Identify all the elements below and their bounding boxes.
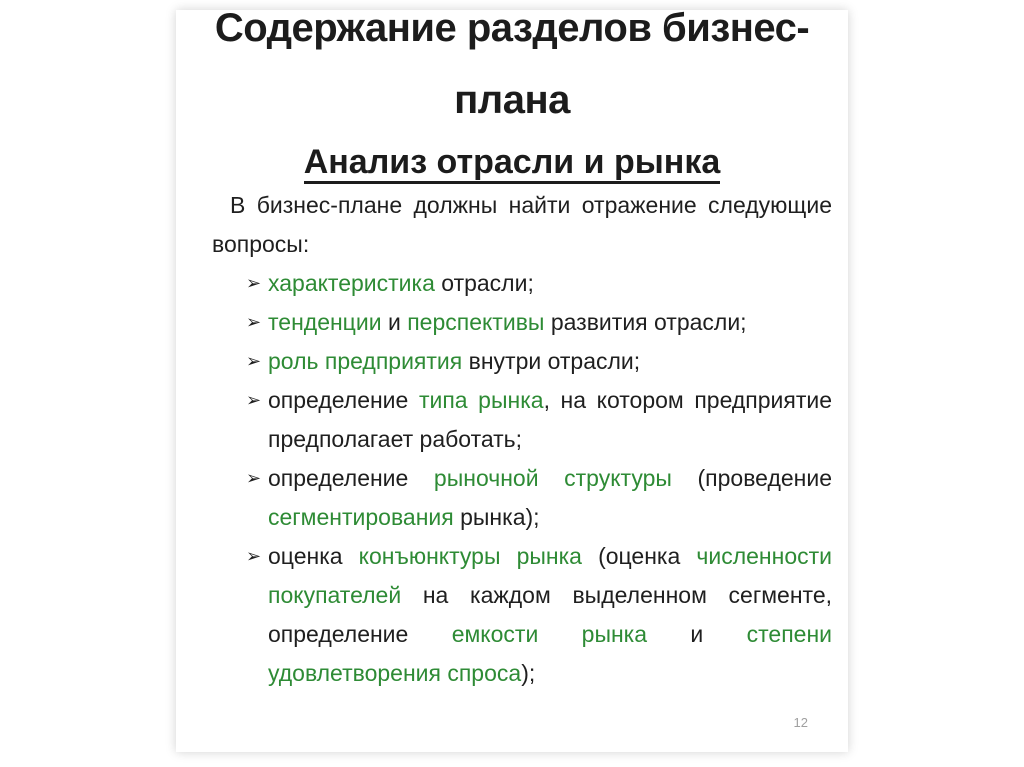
bullet-item (212, 459, 832, 537)
bullet-text (268, 303, 832, 342)
highlight-term: численности покупателей (268, 543, 833, 608)
bullet-text-segment: (проведение (671, 465, 832, 491)
highlight-term: характеристика (268, 270, 435, 296)
slide (176, 10, 848, 752)
bullet-text-segment: и (647, 621, 747, 647)
highlight-term: конъюнктуры рынка (358, 543, 582, 569)
bullet-text (268, 342, 832, 381)
bullet-text-segment: и (381, 309, 408, 335)
arrow-bullet-icon: ➢ (246, 351, 262, 371)
bullet-text (268, 381, 832, 459)
intro-paragraph: В бизнес-плане должны найти отражение следующие вопросы: (212, 192, 832, 257)
arrow-bullet-icon: ➢ (246, 468, 262, 488)
bullet-text-segment: развития отрасли; (544, 309, 747, 335)
highlight-term: сегментирования (268, 504, 454, 530)
bullet-item (212, 537, 832, 693)
bullet-item (212, 303, 832, 342)
bullet-text (268, 537, 832, 693)
highlight-term: перспективы (407, 309, 545, 335)
slide-title-line-2: плана (454, 78, 570, 122)
bullet-item (212, 381, 832, 459)
slide-body (212, 186, 832, 693)
bullet-text-segment: рынка); (453, 504, 540, 530)
highlight-term: типа рынка (418, 387, 544, 413)
bullet-text-segment: ); (521, 660, 536, 686)
slide-number: 12 (793, 715, 808, 730)
slide-subtitle (176, 138, 848, 186)
bullet-text-segment: (оценка (581, 543, 697, 569)
arrow-bullet-icon: ➢ (246, 312, 262, 332)
arrow-bullet-icon: ➢ (246, 546, 262, 566)
arrow-bullet-icon: ➢ (246, 390, 262, 410)
bullet-text-segment: определение (268, 387, 419, 413)
highlight-term: рыночной структуры (433, 465, 672, 491)
bullet-text-segment: , на котором предприятие предполагает работать; (268, 387, 832, 452)
subtitle-text: Анализ отрасли и рынка (304, 143, 721, 184)
bullet-text-segment: определение (268, 465, 434, 491)
bullet-text-segment: оценка (268, 543, 359, 569)
bullet-item (212, 342, 832, 381)
bullet-item (212, 264, 832, 303)
highlight-term: тенденции (268, 309, 382, 335)
arrow-bullet-icon: ➢ (246, 273, 262, 293)
highlight-term: степени удовлетворения спроса (268, 621, 832, 686)
slide-title-line-1: Содержание разделов бизнес- (214, 10, 810, 50)
bullet-text (268, 264, 832, 303)
highlight-term: роль предприятия (268, 348, 463, 374)
bullet-text (268, 459, 832, 537)
highlight-term: емкости рынка (451, 621, 648, 647)
bullet-text-segment: внутри отрасли; (462, 348, 641, 374)
bullet-text-segment: отрасли; (434, 270, 534, 296)
bullet-text-segment: на каждом выделенном сегменте, определение (268, 582, 832, 647)
